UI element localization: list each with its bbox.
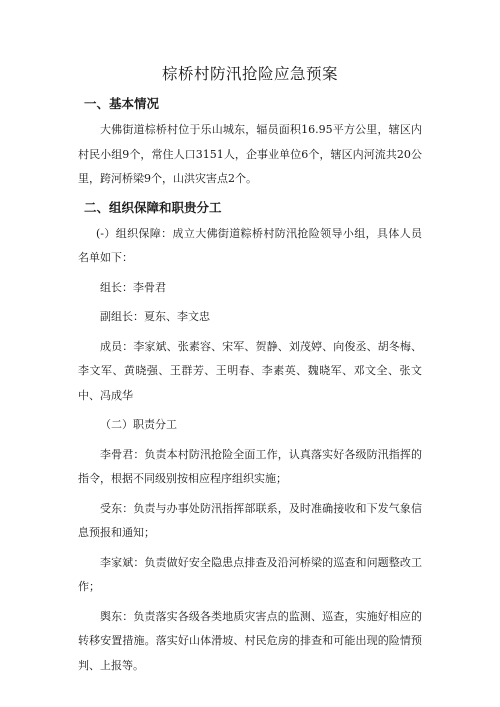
paragraph-deputy-leaders: 副组长：夏东、李文忠 [100, 310, 210, 323]
paragraph-team-leader: 组长：李骨君 [100, 280, 166, 294]
section-heading-basic-info: 一、基本情况 [84, 96, 160, 111]
paragraph-duties-heading: （二）职责分工 [100, 418, 177, 431]
paragraph-duty-geology: 舆东：负责落实各级各类地质灾害点的监测、巡查，实施好相应的转移安置措施。落实好山体滑坡、村民危房的排查和可能出现的险情预判、上报等。 [78, 609, 422, 672]
paragraph-duty-leader: 李骨君：负责本村防汛抢险全面工作，认真落实好各级防汛指挥的指令，根据不同级别按相应程序组织实施； [78, 447, 422, 485]
paragraph-duty-liaison: 受东：负责与办事处防汛指挥部联系，及时准确接收和下发气象信息预报和通知； [78, 501, 422, 539]
paragraph-organization-intro: (-）组织保障：成立大佛街道粽桥村防汛抢险领导小组，具体人员名单如下： [78, 226, 422, 264]
document-title: 棕桥村防汛抢险应急预案 [161, 65, 338, 83]
paragraph-members: 成员：李家斌、张素容、宋军、贺静、刘茂婷、向俊丞、胡冬梅、李文军、黄晓强、王群芳、王明春、李素英、魏晓军、邓文全、张文中、冯成华 [78, 339, 422, 402]
section-heading-organization: 二、组织保障和职贵分工 [84, 199, 222, 215]
paragraph-basic-info: 大佛街道棕桥村位于乐山城东，辐员面积16.95平方公里，辖区内村民小组9个，常住人口3151人，企事业单位6个，辖区内河流共20公里，跨河桥梁9个，山洪灾害点2个。 [78, 123, 422, 185]
paragraph-duty-inspection: 李家斌：负责做好安全隐患点排查及沿河桥梁的巡查和问题整改工作； [78, 555, 422, 593]
